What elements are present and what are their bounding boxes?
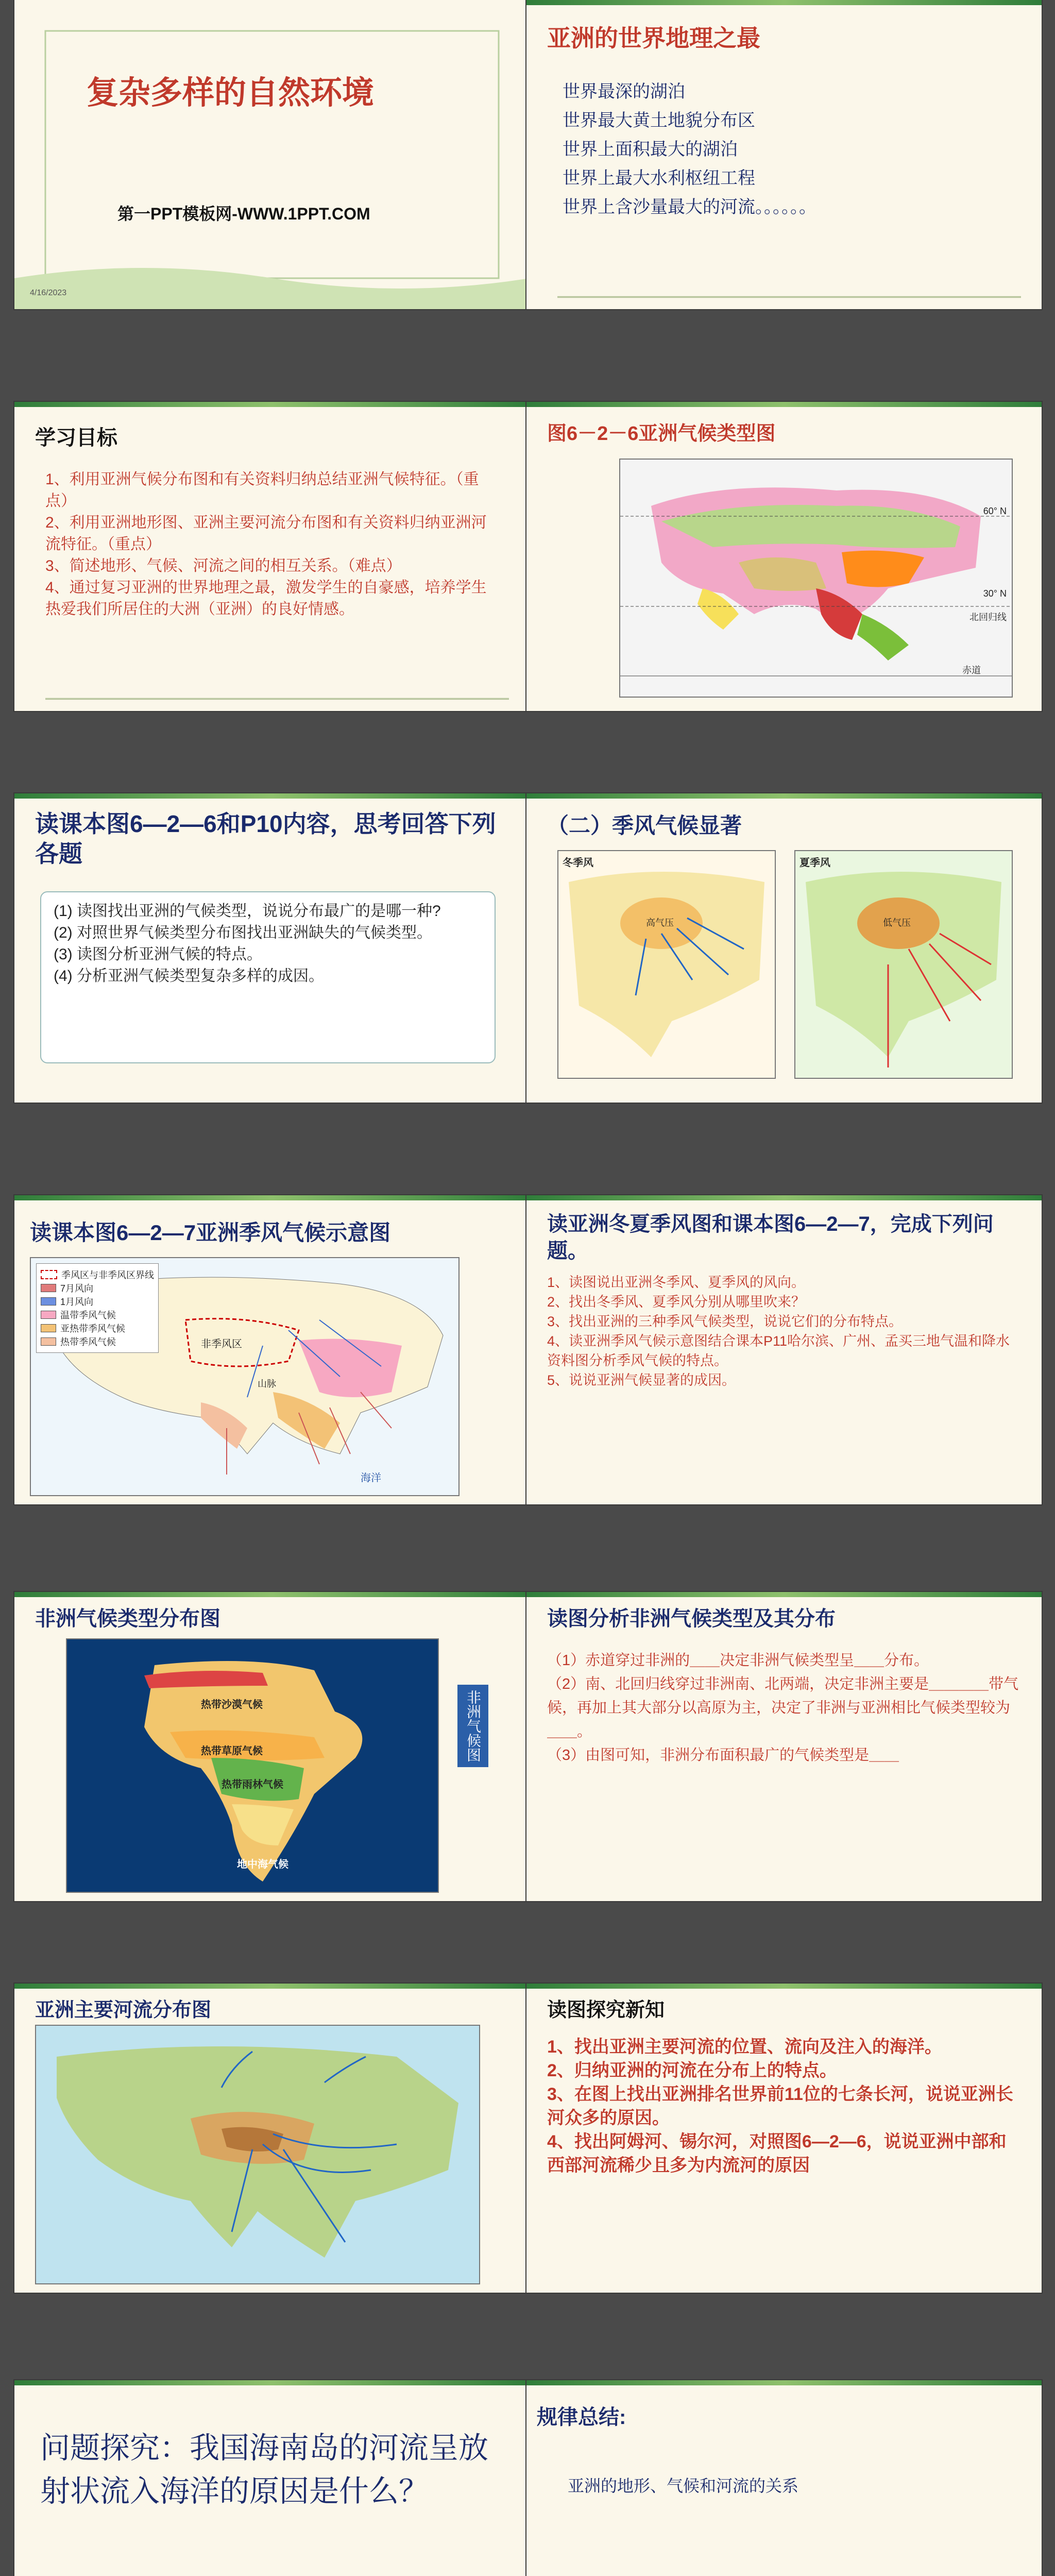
top-stripe bbox=[14, 2380, 530, 2385]
list-item: (2) 对照世界气候类型分布图找出亚洲缺失的气候类型。 bbox=[54, 924, 432, 941]
legend-item bbox=[41, 1335, 154, 1348]
list-item: 2、归纳亚洲的河流在分布上的特点。 bbox=[547, 2061, 837, 2080]
legend-swatch bbox=[41, 1270, 57, 1279]
legend-label: 亚热带季风气候 bbox=[60, 1324, 125, 1334]
africa-questions-list bbox=[547, 1649, 1021, 1767]
slide-heading: （二）季风气候显著 bbox=[547, 814, 742, 838]
tropic-label: 北回归线 bbox=[969, 612, 1007, 622]
legend-swatch bbox=[41, 1337, 56, 1346]
slide-learning-goals[interactable] bbox=[14, 402, 530, 711]
africa-map-art bbox=[67, 1639, 438, 1892]
high-pressure-label: 高气压 bbox=[646, 918, 674, 928]
slide-heading: 亚洲的世界地理之最 bbox=[547, 25, 760, 52]
desert-label: 热带沙漠气候 bbox=[201, 1699, 263, 1710]
slide-rule-summary[interactable] bbox=[526, 2380, 1042, 2576]
winter-monsoon-map bbox=[557, 850, 776, 1079]
list-item: （1）赤道穿过非洲的＿＿决定非洲气候类型呈＿＿分布。 bbox=[547, 1652, 929, 1669]
top-stripe bbox=[526, 793, 1042, 799]
slide-heading: 读课本图6—2—6和P10内容，思考回答下列各题 bbox=[35, 810, 496, 867]
equator-label: 赤道 bbox=[962, 665, 981, 675]
slide-climate-map[interactable] bbox=[526, 402, 1042, 711]
lat-30-label: 30° N bbox=[983, 588, 1007, 599]
top-stripe bbox=[526, 1592, 1042, 1597]
slide-questions-2[interactable] bbox=[526, 1195, 1042, 1504]
non-monsoon-label: 非季风区 bbox=[201, 1338, 242, 1350]
mountain-label: 山脉 bbox=[258, 1379, 276, 1389]
legend-label: 1月风向 bbox=[60, 1297, 94, 1307]
slide-title[interactable] bbox=[14, 0, 530, 309]
slide-hainan-question[interactable] bbox=[14, 2380, 530, 2576]
list-item: 世界最深的湖泊 bbox=[563, 82, 685, 101]
monsoon-schematic-map bbox=[30, 1257, 460, 1496]
slide-heading: 学习目标 bbox=[35, 427, 117, 449]
slide-africa-questions[interactable] bbox=[526, 1592, 1042, 1901]
goals-list bbox=[45, 469, 499, 620]
list-item: （2）南、北回归线穿过非洲南、北两端，决定非洲主要是＿＿＿＿带气候，再加上其大部分以高原为主，决定了非洲与亚洲相比气候类型较为＿＿。 bbox=[547, 1676, 1019, 1740]
legend-swatch bbox=[41, 1324, 56, 1332]
list-item: 世界上最大水利枢纽工程 bbox=[563, 168, 755, 188]
slide-heading: 规律总结: bbox=[537, 2406, 626, 2429]
river-questions-list bbox=[547, 2035, 1021, 2177]
list-item: 世界上含沙量最大的河流。。。。。。 bbox=[563, 197, 816, 217]
slide-background-art bbox=[14, 0, 530, 309]
top-stripe bbox=[526, 402, 1042, 407]
low-pressure-label: 低气压 bbox=[883, 918, 911, 928]
top-stripe bbox=[14, 1195, 530, 1200]
summer-label: 夏季风 bbox=[799, 857, 830, 869]
slide-title-text: 复杂多样的自然环境 bbox=[87, 75, 375, 111]
asia-climate-map bbox=[619, 459, 1013, 698]
legend-item bbox=[41, 1281, 154, 1295]
summer-monsoon-map bbox=[794, 850, 1013, 1079]
legend-swatch bbox=[41, 1297, 56, 1306]
lat-60-label: 60° N bbox=[983, 506, 1007, 516]
legend-label: 温带季风气候 bbox=[60, 1310, 116, 1320]
legend-item bbox=[41, 1268, 154, 1281]
list-item: （3）由图可知，非洲分布面积最广的气候类型是＿＿ bbox=[547, 1747, 899, 1764]
list-item: 5、说说亚洲气候显著的成因。 bbox=[547, 1372, 736, 1388]
savanna-label: 热带草原气候 bbox=[201, 1745, 263, 1757]
legend-label: 季风区与非季风区界线 bbox=[61, 1270, 154, 1280]
top-stripe bbox=[526, 1984, 1042, 1989]
decor-lines bbox=[557, 286, 1021, 298]
legend-box bbox=[36, 1263, 159, 1353]
list-item: 世界上面积最大的湖泊 bbox=[563, 140, 738, 159]
list-item: (3) 读图分析亚洲气候的特点。 bbox=[54, 946, 262, 963]
questions-list bbox=[547, 1273, 1021, 1390]
list-item: (1) 读图找出亚洲的气候类型，说说分布最广的是哪一种? bbox=[54, 903, 441, 920]
slide-heading: 读图探究新知 bbox=[547, 1999, 665, 2021]
africa-climate-map bbox=[66, 1638, 439, 1893]
mediterranean-label: 地中海气候 bbox=[237, 1859, 288, 1870]
legend-item bbox=[41, 1321, 154, 1335]
slide-asia-records[interactable] bbox=[526, 0, 1042, 309]
slide-monsoon-schematic[interactable] bbox=[14, 1195, 530, 1504]
list-item: 4、通过复习亚洲的世界地理之最，激发学生的自豪感，培养学生热爱我们所居住的大洲（亚洲）的良好情感。 bbox=[45, 579, 487, 618]
ocean-label: 海洋 bbox=[361, 1472, 381, 1484]
questions-box bbox=[40, 891, 496, 1063]
questions-list bbox=[41, 892, 495, 995]
top-stripe bbox=[14, 793, 530, 799]
legend-item bbox=[41, 1308, 154, 1321]
hainan-question-text: 问题探究：我国海南岛的河流呈放射状流入海洋的原因是什么？ bbox=[40, 2431, 489, 2508]
list-item: 4、读亚洲季风气候示意图结合课本P11哈尔滨、广州、孟买三地气温和降水资料图分析季风气候的特点。 bbox=[547, 1333, 1010, 1368]
list-item: 2、利用亚洲地形图、亚洲主要河流分布图和有关资料归纳亚洲河流特征。（重点） bbox=[45, 514, 487, 553]
list-item: (4) 分析亚洲气候类型复杂多样的成因。 bbox=[54, 968, 324, 985]
list-item: 3、找出亚洲的三种季风气候类型，说说它们的分布特点。 bbox=[547, 1314, 903, 1329]
date-stamp: 4/16/2023 bbox=[30, 289, 67, 297]
top-stripe bbox=[14, 1592, 530, 1597]
top-stripe bbox=[14, 1984, 530, 1989]
list-item: 2、找出冬季风、夏季风分别从哪里吹来？ bbox=[547, 1294, 806, 1310]
brand-text: 第一PPT模板网-WWW.1PPT.COM bbox=[117, 205, 370, 223]
records-list bbox=[563, 77, 816, 222]
rainforest-label: 热带雨林气候 bbox=[222, 1779, 283, 1790]
list-item: 1、读图说出亚洲冬季风、夏季风的风向。 bbox=[547, 1275, 806, 1290]
list-item: 3、简述地形、气候、河流之间的相互关系。（难点） bbox=[45, 557, 402, 574]
slide-heading: 读图分析非洲气候类型及其分布 bbox=[547, 1607, 836, 1630]
top-stripe bbox=[526, 1195, 1042, 1200]
rivers-map-art bbox=[36, 2026, 479, 2283]
legend-item bbox=[41, 1295, 154, 1308]
slide-monsoon-maps[interactable] bbox=[526, 793, 1042, 1103]
slide-river-questions[interactable] bbox=[526, 1984, 1042, 2293]
legend-label: 热带季风气候 bbox=[60, 1337, 116, 1347]
decor-lines bbox=[45, 688, 509, 700]
slide-heading: 非洲气候类型分布图 bbox=[35, 1607, 220, 1630]
slide-heading: 图6－2－6亚洲气候类型图 bbox=[547, 423, 776, 445]
top-stripe bbox=[14, 402, 530, 407]
top-stripe bbox=[526, 2380, 1042, 2385]
legend-label: 7月风向 bbox=[60, 1283, 94, 1294]
list-item: 1、利用亚洲气候分布图和有关资料归纳总结亚洲气候特征。（重点） bbox=[45, 471, 479, 510]
slide-heading: 读课本图6—2—7亚洲季风气候示意图 bbox=[30, 1221, 391, 1245]
asia-rivers-map bbox=[35, 2025, 480, 2284]
side-label: 非洲气候图 bbox=[457, 1685, 488, 1767]
list-item: 3、在图上找出亚洲排名世界前11位的七条长河，说说亚洲长河众多的原因。 bbox=[547, 2084, 1013, 2128]
summary-text: 亚洲的地形、气候和河流的关系 bbox=[568, 2477, 799, 2495]
list-item: 世界最大黄土地貌分布区 bbox=[563, 111, 755, 130]
winter-map-art bbox=[558, 851, 775, 1078]
legend-swatch bbox=[41, 1311, 56, 1319]
slide-africa-climate[interactable] bbox=[14, 1592, 530, 1901]
list-item: 1、找出亚洲主要河流的位置、流向及注入的海洋。 bbox=[547, 2037, 942, 2057]
top-stripe bbox=[526, 0, 1042, 5]
slide-heading: 亚洲主要河流分布图 bbox=[35, 1999, 212, 2021]
slide-questions-1[interactable] bbox=[14, 793, 530, 1103]
climate-map-art bbox=[620, 460, 1012, 697]
slide-heading: 读亚洲冬夏季风图和课本图6—2—7，完成下列问题。 bbox=[547, 1213, 994, 1262]
list-item: 4、找出阿姆河、锡尔河，对照图6—2—6，说说亚洲中部和西部河流稀少且多为内流河的原因 bbox=[547, 2132, 1007, 2175]
winter-label: 冬季风 bbox=[563, 857, 593, 869]
legend-swatch bbox=[41, 1284, 56, 1292]
summer-map-art bbox=[795, 851, 1012, 1078]
slide-rivers-map[interactable] bbox=[14, 1984, 530, 2293]
